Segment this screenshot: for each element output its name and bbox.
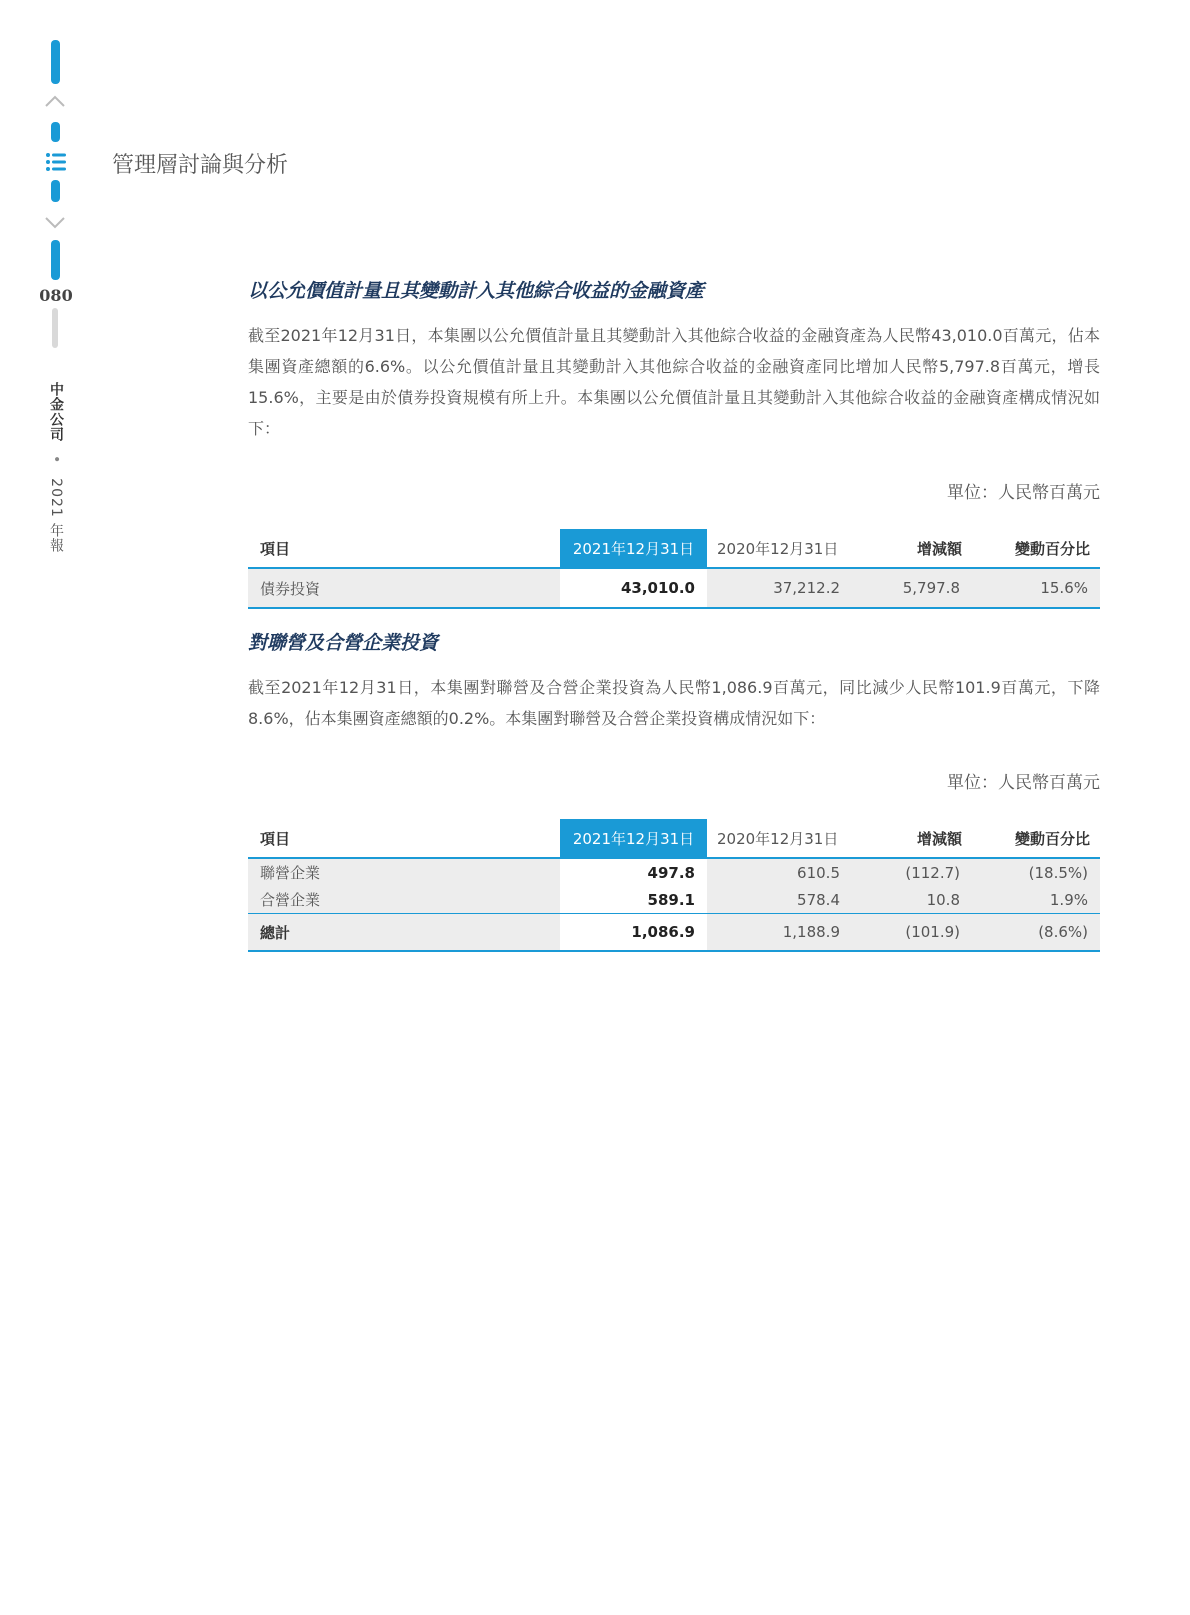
cell-2020: 610.5	[707, 858, 852, 886]
cell-change: 10.8	[852, 886, 972, 914]
cell-item: 聯營企業	[248, 858, 560, 886]
menu-icon[interactable]	[44, 150, 68, 174]
section-title: 以公允價值計量且其變動計入其他綜合收益的金融資產	[248, 280, 705, 302]
page-title: 管理層討論與分析	[112, 153, 289, 178]
cell-pct: (8.6%)	[972, 914, 1100, 952]
chevron-up-icon[interactable]	[44, 94, 66, 108]
col-header-2021: 2021年12月31日	[560, 529, 707, 568]
col-header-pct: 變動百分比	[1014, 539, 1090, 558]
unit-label: 單位：人民幣百萬元	[947, 773, 1100, 793]
table-fvoci	[248, 529, 1100, 609]
rail-bar-4	[51, 240, 60, 280]
cell-item: 合營企業	[248, 886, 560, 914]
cell-2021: 497.8	[560, 858, 707, 886]
cell-item: 總計	[248, 914, 560, 952]
rail-gray-bar	[52, 308, 58, 348]
cell-change: (101.9)	[852, 914, 972, 952]
col-header-pct: 變動百分比	[1014, 829, 1090, 848]
vertical-report-label	[46, 382, 66, 553]
section-associates	[248, 628, 1100, 655]
table-total-row	[248, 914, 1100, 952]
rail-bar-2	[51, 122, 60, 142]
cell-2020: 37,212.2	[707, 568, 852, 608]
table-header-row	[248, 819, 1100, 858]
col-header-2021: 2021年12月31日	[560, 819, 707, 858]
cell-pct: (18.5%)	[972, 858, 1100, 886]
table-row	[248, 886, 1100, 914]
section-fvoci	[248, 276, 1100, 303]
section-fvoci-body	[248, 320, 1100, 444]
cell-item: 債券投資	[248, 568, 560, 608]
cell-pct: 1.9%	[972, 886, 1100, 914]
cell-change: 5,797.8	[852, 568, 972, 608]
cell-2021: 589.1	[560, 886, 707, 914]
col-header-item: 項目	[260, 539, 291, 558]
page-number: 080	[39, 286, 73, 305]
table-row	[248, 858, 1100, 886]
cell-2020: 578.4	[707, 886, 852, 914]
table-row	[248, 568, 1100, 608]
section-title: 對聯營及合營企業投資	[248, 632, 439, 654]
section-associates-body	[248, 672, 1100, 734]
col-header-2020: 2020年12月31日	[717, 829, 839, 848]
section-paragraph: 截至2021年12月31日，本集團對聯營及合營企業投資為人民幣1,086.9百萬元，同比減少人民幣101.9百萬元，下降8.6%，佔本集團資產總額的0.2%。本集團對聯營及合營企業投資構成情況如下：	[248, 678, 1100, 728]
separator: •	[48, 455, 64, 465]
rail-top-bar	[51, 40, 60, 84]
cell-change: (112.7)	[852, 858, 972, 886]
cell-pct: 15.6%	[972, 568, 1100, 608]
col-header-2020: 2020年12月31日	[717, 539, 839, 558]
company-name: 中金公司	[48, 382, 64, 442]
col-header-change: 增減額	[916, 829, 962, 848]
rail-bar-3	[51, 180, 60, 202]
col-header-item: 項目	[260, 829, 291, 848]
cell-2020: 1,188.9	[707, 914, 852, 952]
report-name: 2021 年報	[48, 478, 64, 554]
chevron-down-icon[interactable]	[44, 216, 66, 230]
unit-label: 單位：人民幣百萬元	[947, 483, 1100, 503]
cell-2021: 43,010.0	[560, 568, 707, 608]
table-header-row	[248, 529, 1100, 568]
cell-2021: 1,086.9	[560, 914, 707, 952]
col-header-change: 增減額	[916, 539, 962, 558]
table-associates	[248, 819, 1100, 952]
section-paragraph: 截至2021年12月31日，本集團以公允價值計量且其變動計入其他綜合收益的金融資產為人民幣43,010.0百萬元，佔本集團資產總額的6.6%。以公允價值計量且其變動計入其他綜合收益的金融資產同比增加人民幣5,797.8百萬元，增長15.6%，主要是由於債券投資規模有所上升。本集團以公允價值計量且其變動計入其他綜合收益的金融資產構成情況如下：	[248, 326, 1100, 438]
